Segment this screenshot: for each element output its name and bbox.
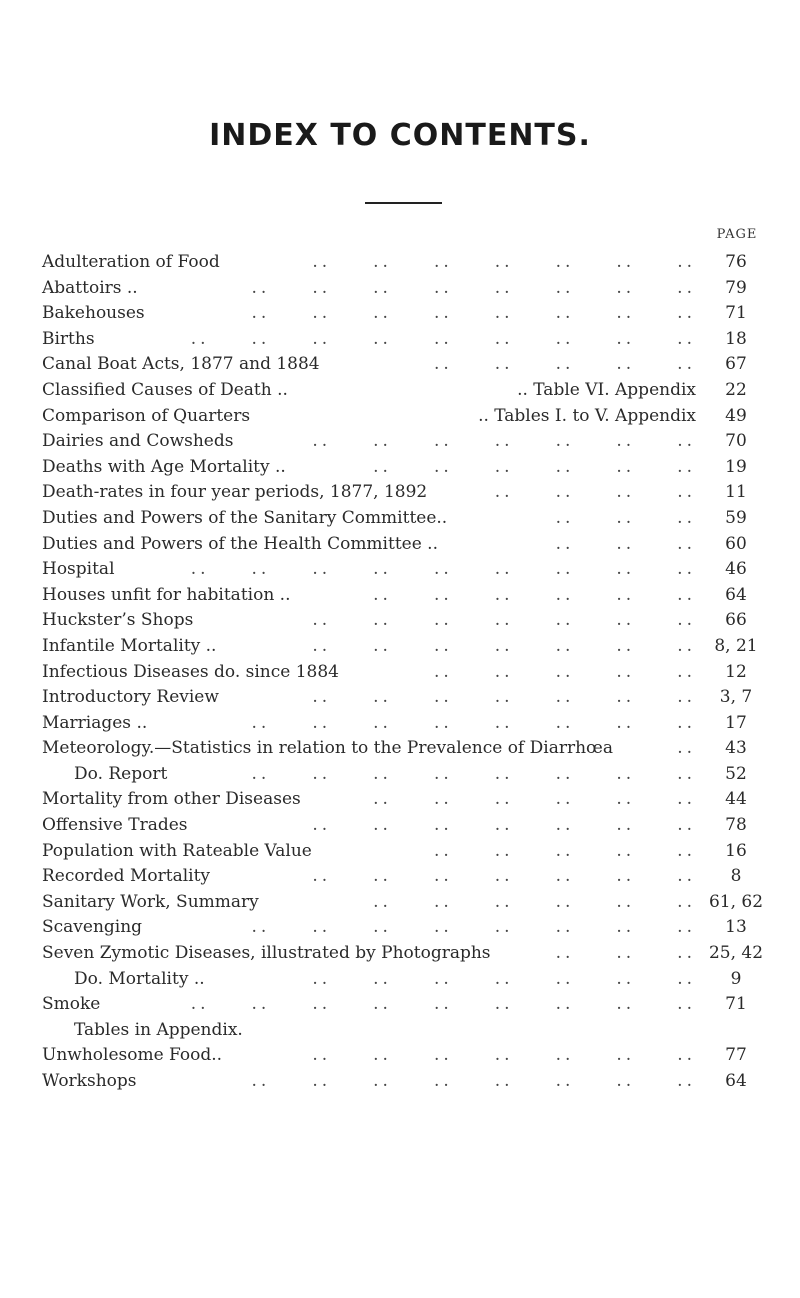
entry-label: Infantile Mortality .. [42,635,217,656]
index-entry [42,583,766,609]
entry-label: Comparison of Quarters [42,405,251,426]
entry-label: Introductory Review [42,687,219,708]
index-entry [42,506,766,532]
entry-page-number: 16 [725,840,747,861]
entry-page-number: 9 [730,968,742,989]
index-entry [42,711,766,737]
entry-label: Marriages .. [42,712,148,733]
entry-label: Infectious Diseases do. since 1884 [42,661,340,682]
index-entry [42,532,766,558]
dot-leader: .. .. .. .. .. .. .. .. [251,277,696,298]
entry-label: Offensive Trades [42,815,188,836]
entry-label: Do. Report [74,763,168,784]
entry-page-number: 46 [725,559,747,580]
entry-page-number: 13 [725,917,747,938]
dot-leader: .. .. .. .. .. .. .. [312,687,696,708]
index-entry [42,1069,766,1095]
index-entry [42,736,766,762]
dot-leader: .. .. .. .. .. .. [373,584,696,605]
index-entry [42,250,766,276]
entry-label: Seven Zymotic Diseases, illustrated by Photographs [42,943,491,964]
entry-page-number: 70 [725,431,747,452]
entry-label: Duties and Powers of the Sanitary Committee.. [42,507,448,528]
index-entry [42,429,766,455]
dot-leader: .. .. .. .. .. .. .. .. .. [190,994,696,1015]
index-entry [42,967,766,993]
entry-label: Smoke [42,994,101,1015]
page-column-header: PAGE [716,227,758,242]
dot-leader: .. .. .. .. .. .. .. [312,968,696,989]
entry-page-number: 11 [725,482,747,503]
dot-leader: .. .. .. .. .. .. .. [312,1045,696,1066]
entry-page-number: 59 [725,507,747,528]
dot-leader: .. .. .. .. .. .. .. .. [251,712,696,733]
dot-leader: .. .. .. .. .. .. .. [312,866,696,887]
entry-page-number: 76 [725,252,747,272]
entry-label: Death-rates in four year periods, 1877, 1892 [42,482,428,503]
entry-page-number: 79 [725,277,747,298]
dot-leader: .. .. .. .. .. .. .. [312,431,696,452]
entry-label: Duties and Powers of the Health Committee .. [42,533,438,554]
entry-label: Hospital [42,559,115,580]
entry-page-number: 22 [725,379,747,400]
entry-label: Births [42,328,95,349]
dot-leader: .. .. .. .. .. .. [373,891,696,912]
index-entry [42,404,766,430]
entry-label: Unwholesome Food.. [42,1045,223,1066]
index-entry [42,276,766,302]
dot-leader: .. .. .. .. .. .. .. .. .. [190,559,696,580]
dot-leader: .. .. .. .. .. .. [373,789,696,810]
entry-page-number: 3, 7 [719,687,753,708]
entry-label: Deaths with Age Mortality .. [42,456,286,477]
index-entry [42,864,766,890]
dot-leader: .. .. .. .. .. .. .. .. [251,763,696,784]
title-rule [365,202,442,204]
entry-label: Bakehouses [42,303,145,324]
entry-label: Classified Causes of Death .. [42,379,288,400]
index-entry [42,1043,766,1069]
entry-reference: .. Tables I. to V. Appendix [472,404,696,430]
entry-page-number: 52 [725,763,747,784]
dot-leader: .. .. .. .. .. .. .. .. .. [190,328,696,349]
entry-page-number: 61, 62 [708,891,764,912]
dot-leader: .. .. .. [555,533,696,554]
entry-page-number: 77 [725,1045,747,1066]
entry-label: Workshops [42,1071,137,1091]
index-entry [42,915,766,941]
index-entry [42,557,766,583]
entry-page-number: 8 [730,866,742,887]
entry-label: Scavenging [42,917,143,938]
dot-leader: .. .. .. .. .. .. [373,456,696,477]
entry-label: Huckster’s Shops [42,610,194,631]
dot-leader: .. .. .. .. .. [433,354,696,375]
entry-label: Dairies and Cowsheds [42,431,234,452]
index-entry [42,378,766,404]
index-entry [42,327,766,353]
entry-page-number: 18 [725,328,747,349]
index-entry [42,992,766,1018]
index-entry [42,787,766,813]
entry-page-number: 19 [725,456,747,477]
dot-leader: .. .. .. .. .. .. .. [312,815,696,836]
page-title: INDEX TO CONTENTS. [209,118,591,153]
entry-label: Mortality from other Diseases [42,789,301,810]
entry-page-number: 66 [725,610,747,631]
entry-label: Recorded Mortality [42,866,211,887]
index-entry [42,890,766,916]
entry-page-number: 60 [725,533,747,554]
dot-leader: .. .. .. .. .. .. .. .. [251,1071,696,1091]
dot-leader: .. .. .. [555,943,696,964]
entry-page-number: 43 [725,738,747,759]
entry-page-number: 71 [725,303,747,324]
entry-page-number: 67 [725,354,747,375]
entry-label: Houses unfit for habitation .. [42,584,291,605]
entry-page-number: 49 [725,405,747,426]
entry-page-number: 64 [725,1071,747,1091]
entry-label: Canal Boat Acts, 1877 and 1884 [42,354,320,375]
entry-reference: .. Table VI. Appendix [511,378,696,404]
index-entry [42,455,766,481]
entry-label: Sanitary Work, Summary [42,891,259,912]
entry-page-number: 64 [725,584,747,605]
dot-leader: .. [677,738,696,759]
entry-page-number: 78 [725,815,747,836]
index-entry [42,301,766,327]
index-entry [42,608,766,634]
entry-label: Abattoirs .. [42,277,138,298]
index-entry [42,634,766,660]
entry-page-number: 71 [725,994,747,1015]
dot-leader: .. .. .. .. .. .. .. [312,252,696,272]
dot-leader: .. .. .. .. .. .. .. [312,635,696,656]
entry-label: Adulteration of Food [42,252,220,272]
index-entry [42,813,766,839]
entry-page-number: 17 [725,712,747,733]
entry-page-number: 25, 42 [708,943,764,964]
index-list [42,250,766,1095]
index-entry [42,762,766,788]
entry-label: Do. Mortality .. [74,968,205,989]
dot-leader: .. .. .. .. .. .. .. .. [251,917,696,938]
dot-leader: .. .. .. .. .. .. .. [312,610,696,631]
dot-leader: .. .. .. .. .. [433,840,696,861]
entry-label: Population with Rateable Value [42,840,312,861]
index-entry [42,352,766,378]
index-entry [42,480,766,506]
dot-leader: .. .. .. .. .. [433,661,696,682]
index-entry [42,839,766,865]
entry-page-number: 44 [725,789,747,810]
dot-leader: .. .. .. [555,507,696,528]
index-entry [42,1018,766,1044]
index-entry [42,685,766,711]
dot-leader: .. .. .. .. .. .. .. .. [251,303,696,324]
dot-leader: .. .. .. .. [494,482,696,503]
index-entry [42,941,766,967]
entry-page-number: 8, 21 [714,635,758,656]
entry-label: Meteorology.—Statistics in relation to the Prevalence of Diarrhœa [42,738,613,759]
index-entry [42,660,766,686]
entry-label: Tables in Appendix. [74,1019,243,1040]
entry-page-number: 12 [725,661,747,682]
